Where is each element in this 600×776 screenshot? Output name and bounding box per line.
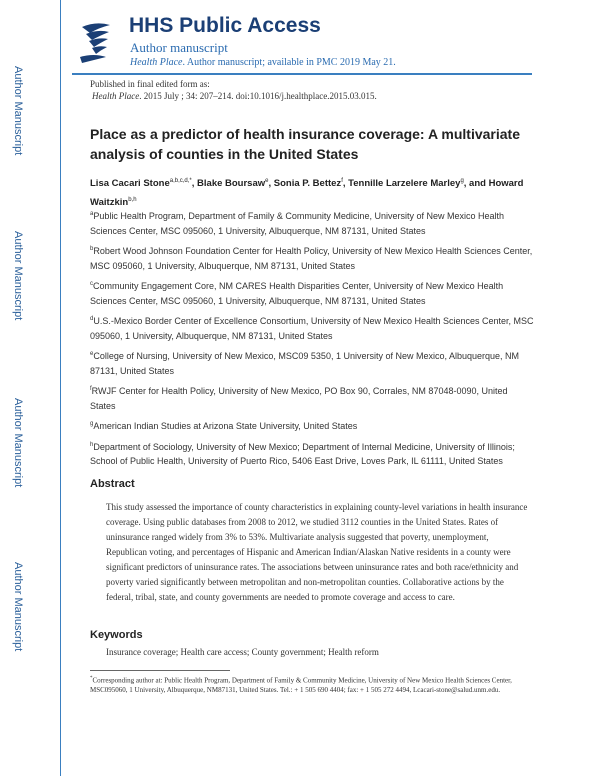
affiliation-marker: e [90, 351, 94, 357]
affiliation-item [90, 207, 535, 238]
affiliation-text: College of Nursing, University of New Mexico, MSC09 5350, 1 University of New Mexico, Albuquerque, NM 87131, United States [90, 351, 520, 376]
affiliation-text: Community Engagement Core, NM CARES Health Disparities Center, University of New Mexico Health Sciences Center, MSC 095060, 1 University, Albuquerque, NM 87131, United States [90, 281, 504, 306]
affiliation-text: RWJF Center for Health Policy, University of New Mexico, PO Box 90, Corrales, NM 87048-0090, United States [90, 386, 508, 411]
affiliation-marker: b [90, 246, 94, 252]
footnote-divider [90, 670, 230, 671]
author-separator: , and [463, 178, 489, 190]
author-affiliation-marker: f [341, 178, 343, 184]
affiliation-item [90, 312, 535, 343]
author-name: Lisa Cacari Stone [90, 178, 170, 190]
affiliation-item [90, 347, 535, 378]
hhs-public-access-title: HHS Public Access [129, 14, 321, 37]
published-in-label: Published in final edited form as: [90, 79, 210, 89]
affiliation-text: Robert Wood Johnson Foundation Center for Health Policy, University of New Mexico Health Sciences Center, MSC 095060, 1 University, Albuquerque, NM 87131, United States [90, 246, 533, 271]
author-list [90, 173, 530, 211]
affiliation-marker: f [90, 386, 92, 392]
footnote-marker: * [90, 676, 93, 681]
author-name: Sonia P. Bettez [273, 178, 342, 190]
author-name: Blake Boursaw [197, 178, 266, 190]
affiliation-item [90, 242, 535, 273]
author-affiliation-marker: b,h [128, 197, 137, 204]
author-name: Howard Waitzkin [90, 178, 524, 209]
citation-line [92, 91, 377, 101]
affiliation-item [90, 382, 535, 413]
author-separator: , [342, 178, 349, 190]
journal-name: Health Place [130, 57, 183, 68]
affiliation-marker: c [90, 281, 93, 287]
affiliation-marker: a [90, 211, 94, 217]
hhs-eagle-logo-icon [76, 17, 116, 65]
affiliation-text: U.S.-Mexico Border Center of Excellence Consortium, University of New Mexico Health Sciences Center, MSC 095060, 1 University, Albuquerque, NM 87131, United States [90, 316, 534, 341]
author-affiliation-marker: a,b,c,d,* [169, 178, 192, 184]
sidebar-author-manuscript-label: Author Manuscript [12, 398, 24, 488]
affiliation-text: Public Health Program, Department of Family & Community Medicine, University of New Mexico Health Sciences Center, MSC 095060, 1 University, Albuquerque, NM 87131, United States [90, 211, 504, 236]
affiliation-text: Department of Sociology, University of New Mexico; Department of Internal Medicine, University of Illinois; School of Public Health, University of Puerto Rico, 5406 East Drive, Loves Park, IL 61111, United States [90, 441, 515, 466]
abstract-body: This study assessed the importance of county characteristics in explaining county-level variations in health insurance coverage. Using public databases from 2008 to 2012, we studied 3112 counties in the United States. Rates of uninsurance ranged widely from 3% to 53%. Multivariate analysis suggested that poverty, unemployment, Republican voting, and percentages of Hispanic and American Indian/Alaskan Native residents in a county were significant predictors of uninsurance rates. The associations between uninsurance rates and both race/ethnicity and poverty varied significantly between metropolitan and non-metropolitan counties. Collaborative actions by the federal, tribal, state, and county governments are needed to promote coverage and access to care. [106, 502, 528, 602]
sidebar-author-manuscript-label: Author Manuscript [12, 66, 24, 156]
affiliation-marker: d [90, 316, 94, 322]
author-manuscript-subtitle: Author manuscript [130, 40, 228, 55]
availability-text: . Author manuscript; available in PMC 2019 May 21. [182, 57, 396, 68]
citation-text: . 2015 July ; 34: 207–214. doi:10.1016/j.healthplace.2015.03.015. [139, 91, 377, 101]
sidebar-divider [60, 0, 61, 776]
author-affiliation-marker: e [265, 178, 269, 184]
affiliation-text: American Indian Studies at Arizona State University, United States [93, 421, 358, 431]
affiliation-item [90, 417, 535, 434]
sidebar-author-manuscript-label: Author Manuscript [12, 231, 24, 321]
header-divider [72, 73, 532, 75]
keywords-body: Insurance coverage; Health care access; County government; Health reform [106, 647, 379, 657]
affiliation-list [90, 207, 535, 473]
abstract-heading: Abstract [90, 478, 135, 490]
keywords-heading: Keywords [90, 629, 143, 641]
affiliation-item [90, 277, 535, 308]
availability-line [130, 57, 396, 68]
author-separator: , [268, 178, 274, 190]
author-separator: , [191, 178, 198, 190]
author-name: Tennille Larzelere Marley [348, 178, 461, 190]
affiliation-marker: g [90, 421, 94, 427]
corresponding-author-footnote [90, 674, 530, 695]
affiliation-item [90, 438, 535, 469]
citation-journal: Health Place [92, 91, 140, 101]
author-affiliation-marker: g [460, 178, 464, 184]
paper-title: Place as a predictor of health insurance coverage: A multivariate analysis of counties in the United States [90, 126, 521, 162]
footnote-text: Corresponding author at: Public Health Program, Department of Family & Community Medicine, University of New Mexico Health Sciences Center, MSC095060, 1 University, Albuquerque, NM87131, United States. Tel.: + 1 505 690 4404; fax: + 1 505 272 4494, Lcacari-stone@salud.unm.edu. [90, 676, 512, 695]
sidebar-author-manuscript-label: Author Manuscript [12, 562, 24, 652]
affiliation-marker: h [90, 441, 94, 448]
